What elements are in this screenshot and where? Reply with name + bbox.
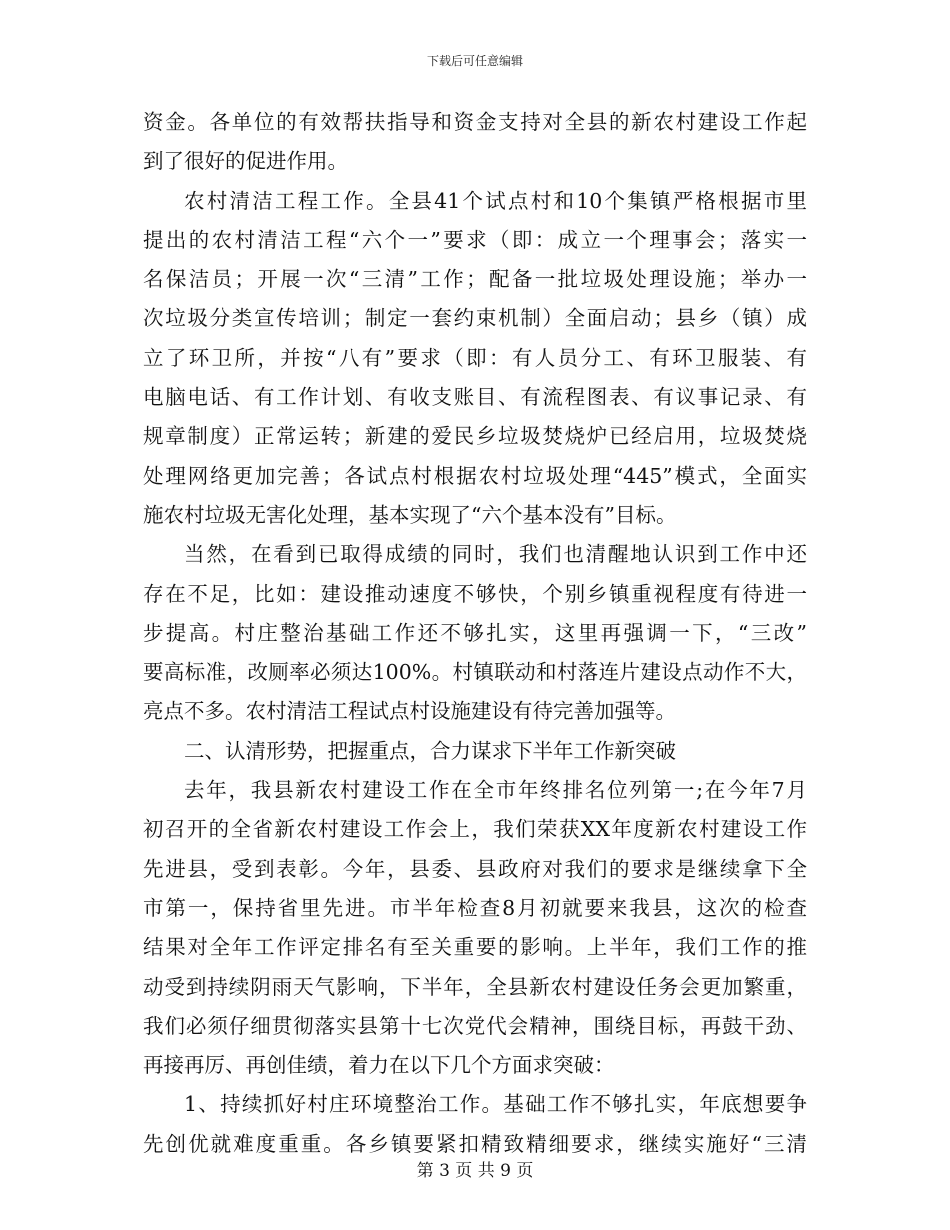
text-line: 农村清洁工程工作。全县41个试点村和10个集镇严格根据市里	[184, 188, 807, 213]
text-line: 动受到持续阴雨天气影响，下半年，全县新农村建设任务会更加繁重，	[143, 974, 807, 999]
text-line: 名保洁员；开展一次“三清”工作；配备一批垃圾处理设施；举办一	[143, 267, 807, 292]
text-line: 立了环卫所，并按“八有”要求（即：有人员分工、有环卫服装、有	[143, 345, 807, 370]
page-header: 下载后可任意编辑	[426, 54, 523, 68]
text-line: 规章制度）正常运转；新建的爱民乡垃圾焚烧炉已经启用，垃圾焚烧	[143, 424, 807, 449]
text-line: 到了很好的促进作用。	[143, 149, 348, 174]
text-line: 去年，我县新农村建设工作在全市年终排名位列第一;在今年7月	[184, 778, 807, 803]
page-footer: 第 3 页 共 9 页	[416, 1161, 534, 1181]
text-line: 存在不足，比如：建设推动速度不够快，个别乡镇重视程度有待进一	[143, 581, 807, 606]
document-body	[143, 103, 807, 1164]
text-line: 要高标准，改厕率必须达100%。村镇联动和村落连片建设点动作不大，	[143, 660, 807, 685]
text-line: 我们必须仔细贯彻落实县第十七次党代会精神，围绕目标，再鼓干劲、	[143, 1013, 807, 1038]
text-line: 先进县，受到表彰。今年，县委、县政府对我们的要求是继续拿下全	[143, 856, 807, 881]
text-line: 电脑电话、有工作计划、有收支账目、有流程图表、有议事记录、有	[143, 385, 807, 410]
text-line: 再接再厉、再创佳绩，着力在以下几个方面求突破：	[143, 1053, 615, 1078]
text-line: 初召开的全省新农村建设工作会上，我们荣获XX年度新农村建设工作	[143, 817, 807, 842]
text-line: 资金。各单位的有效帮扶指导和资金支持对全县的新农村建设工作起	[143, 110, 807, 134]
text-line: 步提高。村庄整治基础工作还不够扎实，这里再强调一下，“三改”	[143, 620, 807, 645]
text-line: 二、认清形势，把握重点，合力谋求下半年工作新突破	[184, 738, 676, 763]
text-line: 1、持续抓好村庄环境整治工作。基础工作不够扎实，年底想要争	[184, 1092, 807, 1117]
text-line: 当然，在看到已取得成绩的同时，我们也清醒地认识到工作中还	[184, 542, 807, 567]
text-line: 市第一，保持省里先进。市半年检查8月初就要来我县，这次的检查	[143, 895, 807, 920]
text-line: 处理网络更加完善；各试点村根据农村垃圾处理“445”模式，全面实	[143, 463, 807, 488]
text-line: 提出的农村清洁工程“六个一”要求（即：成立一个理事会；落实一	[143, 227, 807, 252]
text-line: 施农村垃圾无害化处理，基本实现了“六个基本没有”目标。	[143, 502, 677, 527]
text-line: 先创优就难度重重。各乡镇要紧扣精致精细要求，继续实施好“三清	[143, 1131, 807, 1156]
text-line: 结果对全年工作评定排名有至关重要的影响。上半年，我们工作的推	[143, 935, 807, 960]
text-line: 亮点不多。农村清洁工程试点村设施建设有待完善加强等。	[143, 699, 676, 724]
text-line: 次垃圾分类宣传培训；制定一套约束机制）全面启动；县乡（镇）成	[143, 306, 807, 331]
